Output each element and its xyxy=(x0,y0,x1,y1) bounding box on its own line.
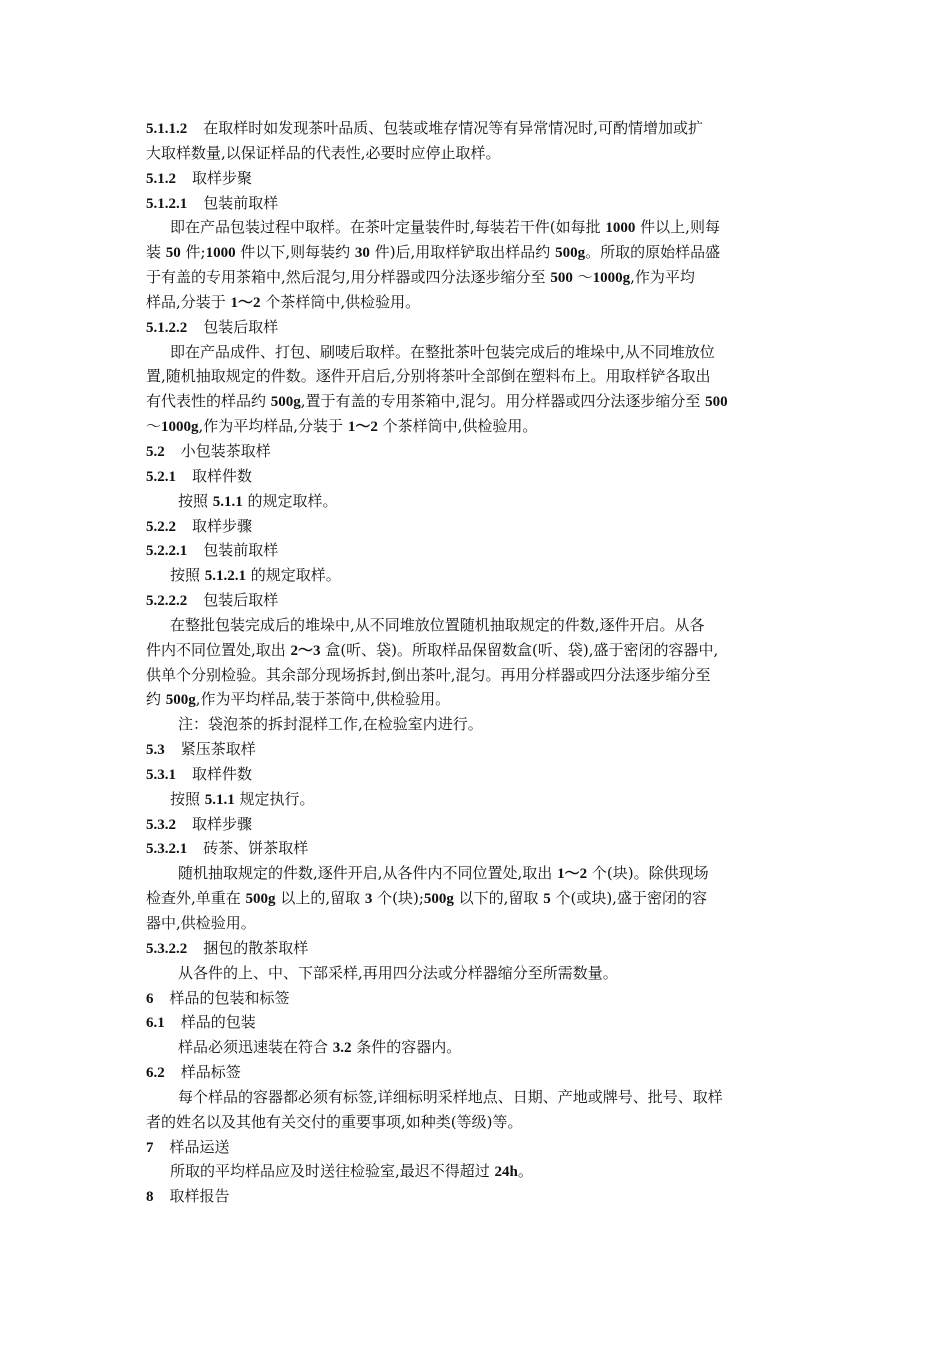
paragraph-line: 检查外,单重在 500g 以上的,留取 3 个(块);500g 以下的,留取 5 个(或块),盛于密闭的容 xyxy=(146,889,707,908)
section-heading: 5.2 小包装茶取样 xyxy=(146,441,271,460)
paragraph-line: 按照 5.1.1 的规定取样。 xyxy=(178,491,338,510)
paragraph-line: 供单个分别检验。其余部分现场拆封,倒出茶叶,混匀。再用分样器或四分法逐步缩分至 xyxy=(146,665,711,684)
paragraph-line: 者的姓名以及其他有关交付的重要事项,如种类(等级)等。 xyxy=(146,1112,523,1131)
section-heading: 5.2.2.2 包装后取样 xyxy=(146,591,279,610)
section-heading: 5.3.2.2 捆包的散茶取样 xyxy=(146,938,309,957)
section-heading: 5.3.1 取样件数 xyxy=(146,764,253,783)
paragraph-line: 于有盖的专用茶箱中,然后混匀,用分样器或四分法逐步缩分至 500 ～1000g,作为平均 xyxy=(146,268,695,287)
section-heading: 5.1.2.2 包装后取样 xyxy=(146,317,279,336)
section-heading: 5.1.2.1 包装前取样 xyxy=(146,193,279,212)
section-heading: 5.3 紧压茶取样 xyxy=(146,740,256,759)
section-heading: 6.2 样品标签 xyxy=(146,1063,241,1082)
paragraph-line: 装 50 件;1000 件以下,则每装约 30 件)后,用取样铲取出样品约 500g。所取的原始样品盛 xyxy=(146,243,721,262)
paragraph-line: ～1000g,作为平均样品,分装于 1～2 个茶样筒中,供检验用。 xyxy=(146,417,538,436)
paragraph-line: 随机抽取规定的件数,逐件开启,从各件内不同位置处,取出 1～2 个(块)。除供现场 xyxy=(178,864,709,883)
paragraph-line: 大取样数量,以保证样品的代表性,必要时应停止取样。 xyxy=(146,143,501,162)
paragraph-line: 约 500g,作为平均样品,装于茶筒中,供检验用。 xyxy=(146,690,451,709)
paragraph-line: 即在产品包装过程中取样。在茶叶定量装件时,每装若干件(如每批 1000 件以上,则每 xyxy=(170,218,720,237)
paragraph-line: 置,随机抽取规定的件数。逐件开启后,分别将茶叶全部倒在塑料布上。用取样铲各取出 xyxy=(146,367,711,386)
paragraph-line: 从各件的上、中、下部采样,再用四分法或分样器缩分至所需数量。 xyxy=(178,963,618,982)
section-heading: 5.2.2.1 包装前取样 xyxy=(146,541,279,560)
section-heading: 5.3.2.1 砖茶、饼茶取样 xyxy=(146,839,309,858)
paragraph-line: 样品必须迅速装在符合 3.2 条件的容器内。 xyxy=(178,1038,462,1057)
section-heading: 6.1 样品的包装 xyxy=(146,1013,256,1032)
section-heading: 6 样品的包装和标签 xyxy=(146,988,290,1007)
paragraph-line: 即在产品成件、打包、刷唛后取样。在整批茶叶包装完成后的堆垛中,从不同堆放位 xyxy=(170,342,715,361)
paragraph-line: 件内不同位置处,取出 2～3 盒(听、袋)。所取样品保留数盒(听、袋),盛于密闭的容器中, xyxy=(146,640,719,659)
paragraph-line: 样品,分装于 1～2 个茶样筒中,供检验用。 xyxy=(146,292,421,311)
section-heading: 7 样品运送 xyxy=(146,1137,230,1156)
note-line: 注：袋泡茶的拆封混样工作,在检验室内进行。 xyxy=(178,715,483,734)
section-heading: 5.2.1 取样件数 xyxy=(146,466,253,485)
paragraph-line: 按照 5.1.2.1 的规定取样。 xyxy=(170,566,341,585)
paragraph-line: 器中,供检验用。 xyxy=(146,914,256,932)
document-body xyxy=(146,116,806,1209)
paragraph-line: 有代表性的样品约 500g,置于有盖的专用茶箱中,混匀。用分样器或四分法逐步缩分至 500 xyxy=(146,392,728,411)
section-heading: 5.3.2 取样步骤 xyxy=(146,814,253,833)
section-heading: 5.1.2 取样步聚 xyxy=(146,168,253,187)
paragraph-line: 在整批包装完成后的堆垛中,从不同堆放位置随机抽取规定的件数,逐件开启。从各 xyxy=(170,615,705,634)
section-heading: 5.1.1.2 在取样时如发现茶叶品质、包装或堆存情况等有异常情况时,可酌情增加或扩 xyxy=(146,119,704,137)
paragraph-line: 按照 5.1.1 规定执行。 xyxy=(170,789,315,808)
paragraph-line: 所取的平均样品应及时送往检验室,最迟不得超过 24h。 xyxy=(170,1162,533,1181)
section-heading: 5.2.2 取样步骤 xyxy=(146,516,253,535)
paragraph-line: 每个样品的容器都必须有标签,详细标明采样地点、日期、产地或牌号、批号、取样 xyxy=(178,1087,723,1106)
section-heading: 8 取样报告 xyxy=(146,1187,230,1206)
